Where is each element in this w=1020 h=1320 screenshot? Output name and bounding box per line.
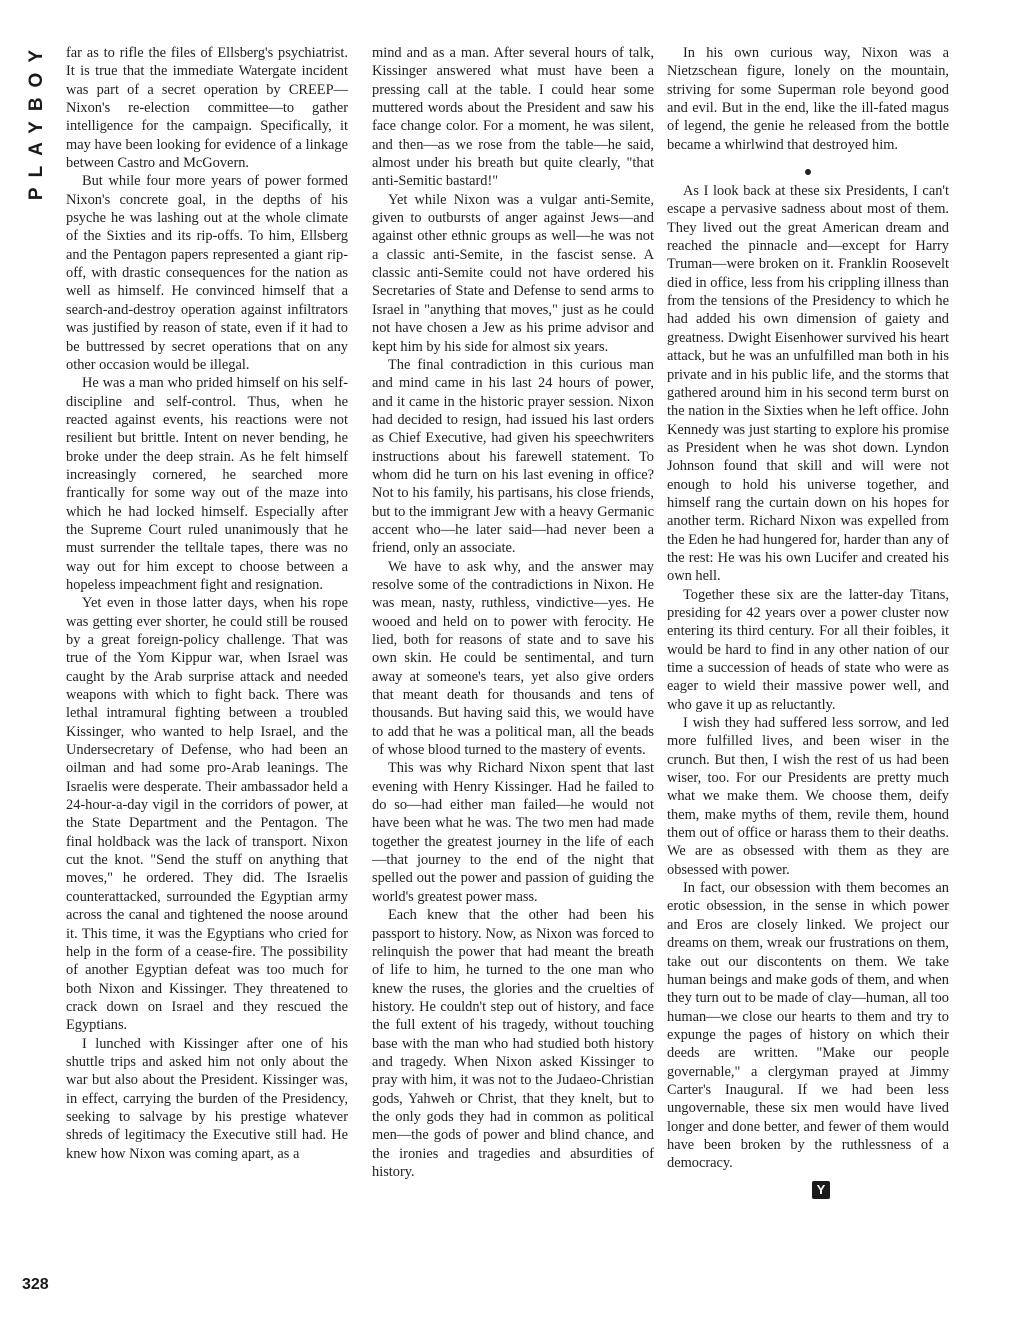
- paragraph: This was why Richard Nixon spent that last evening with Henry Kissinger. Had he failed to do so—had either man failed—he would not have been what he was. The two men had made together the greatest journey in the life of each—that journey to the end of the night that spelled out the power and passion of guiding the world's greatest power mass.: [372, 760, 654, 905]
- paragraph: In his own curious way, Nixon was a Nietzschean figure, lonely on the mountain, striving for some Superman role beyond good and evil. But in the end, like the ill-fated magus of legend, the genie he released from the bottle became a whirlwind that destroyed him.: [667, 45, 949, 153]
- text-column-3: [667, 44, 949, 1199]
- section-separator-dot: [667, 162, 949, 176]
- magazine-masthead: PLAYBOY: [26, 40, 47, 201]
- paragraph: mind and as a man. After several hours of talk, Kissinger answered what must have been a pressing call at the table. I could hear some muttered words about the President and saw his face change color. For a moment, he was silent, and then—as we rose from the table—he said, almost under his breath but quite clearly, "that anti-Semitic bastard!": [372, 45, 654, 190]
- paragraph: far as to rifle the files of Ellsberg's psychiatrist. It is true that the immediate Watergate incident was part of a secret operation by CREEP—Nixon's re-election committee—to gather intelligence for the campaign. Specifically, it may have been looking for evidence of a linkage between Castro and McGovern.: [66, 45, 348, 172]
- paragraph: Yet while Nixon was a vulgar anti-Semite, given to outbursts of anger against Jews—and against other ethnic groups as well—he was not a classic anti-Semite, in the fascist sense. A classic anti-Semite could not have ordered his Secretaries of State and Defense to send arms to Israel in "anything that moves," just as he could not have chosen a Jew as his prime advisor and kept him by his side for almost six years.: [372, 191, 654, 355]
- paragraph: But while four more years of power formed Nixon's concrete goal, in the depths of his psyche he was lashing out at the whole climate of the Sixties and its rip-offs. To him, Ellsberg and the Pentagon papers represented a giant rip-off, with drastic consequences for the nation as well as himself. He convinced himself that a search-and-destroy operation against infiltrators was justified by reason of state, even if it had to be buttressed by secret operations that on any other occasion would be illegal.: [66, 173, 348, 373]
- paragraph: I wish they had suffered less sorrow, and led more fulfilled lives, and been wiser in the crunch. But then, I wish the rest of us had been wiser, too. For our Presidents are pretty much what we make them. We choose them, deify them, make myths of them, revile them, hound them out of office or harass them to their deaths. We are as obsessed with them as they are obsessed with power.: [667, 715, 949, 878]
- page-number: 328: [22, 1276, 49, 1293]
- paragraph: Together these six are the latter-day Titans, presiding for 42 years over a power cluster now entering its third century. For all their foibles, it would be hard to find in any other nation of our time a succession of heads of state who were as eager to wield their massive power well, and who gave it up as reluctantly.: [667, 586, 949, 713]
- paragraph: He was a man who prided himself on his self-discipline and self-control. Thus, when he reacted against events, his reactions were not resilient but brittle. Intent on never bending, he broke under the deep strain. As he felt himself increasingly cornered, he searched more frantically for some way out of the maze into which he had locked himself. Especially after the Supreme Court ruled unanimously that he must surrender the telltale tapes, there was no way out for him except to choose between a hopeless impeachment fight and resignation.: [66, 375, 348, 593]
- paragraph: As I look back at these six Presidents, I can't escape a pervasive sadness about most of them. They lived out the great American dream and reached the pinnacle and—except for Harry Truman—were broken on it. Franklin Roosevelt died in office, less from his crippling illness than from the tensions of the Presidency to which he had added his own dimension of gaiety and greatness. Dwight Eisenhower survived his heart attack, but he was an unfulfilled man both in his private and in his public life, and the storms that gathered around him in his second term burst on the nation in the Sixties when he left office. John Kennedy was just starting to explore his promise as President when he was shot down. Lyndon Johnson found that skill and will were not enough to hold his universe together, and himself rang the curtain down on his hopes for another term. Richard Nixon was expelled from the Eden he had hungered for, harder than any of the rest: He was his own Lucifer and created his own hell.: [667, 183, 949, 585]
- paragraph: We have to ask why, and the answer may resolve some of the contradictions in Nixon. He was mean, nasty, ruthless, vindictive—yes. He wooed and held on to power with ferocity. He lied, both for reasons of state and to save his own skin. He could be sentimental, and turn away at someone's tears, yet also give orders that meant death for thousands and tens of thousands. But having said this, we would have to add that he was a political man, all the beads of whose blood turned to the mastery of events.: [372, 558, 654, 759]
- paragraph: The final contradiction in this curious man and mind came in his last 24 hours of power, and it came in the historic prayer session. Nixon had decided to resign, had issued his last orders as Chief Executive, had given his speechwriters instructions about his farewell statement. To whom did he turn on his last evening in office? Not to his family, his partisans, his close friends, but to the immigrant Jew with a heavy Germanic accent who—he later said—had never been a friend, only an associate.: [372, 356, 654, 557]
- paragraph: I lunched with Kissinger after one of his shuttle trips and asked him not only about the war but also about the President. Kissinger was, in effect, carrying the burden of the Presidency, seeking to salvage by his prestige whatever shreds of legitimacy the Executive still had. He knew how Nixon was coming apart, as a: [66, 1035, 348, 1162]
- paragraph: In fact, our obsession with them becomes an erotic obsession, in the sense in which power and Eros are closely linked. We project our dreams on them, wreak our frustrations on them, take out our discontents on them. We take human beings and make gods of them, and when they turn out to be made of clay—human, all too human—we close our hearts to them and try to expunge the pages of history on which their deeds are written. "Make our people governable," a clergyman prayed at Jimmy Carter's Inaugural. If we had been less ungovernable, these six men would have lived longer and done better, and fewer of them would have been broken by the ruthlessness of a democracy.: [667, 880, 949, 1172]
- paragraph: Yet even in those latter days, when his rope was getting ever shorter, he could still be roused by a great foreign-policy challenge. That was true of the Yom Kippur war, when Israel was caught by the Arab surprise attack and needed weapons with which to fight back. There was lethal intramural fighting between a troubled Kissinger, who wanted to help Israel, and the Undersecretary of Defense, who had been an oilman and had some pro-Arab leanings. The Israelis were desperate. Their ambassador held a 24-hour-a-day vigil in the corridors of power, at the State Department and the Pentagon. The final holdback was the lack of transport. Nixon cut the knot. "Send the stuff on anything that moves," he ordered. They did. The Israelis counterattacked, surrounded the Egyptian army across the canal and tightened the noose around it. This time, it was the Egyptians who cried for help in the form of a cease-fire. The possibility of another Egyptian defeat was too much for both Nixon and Kissinger. They threatened to crack down on Israel and they rescued the Egyptians.: [66, 595, 348, 1034]
- text-column-2: [372, 44, 654, 1181]
- paragraph: Each knew that the other had been his passport to history. Now, as Nixon was forced to relinquish the power that had meant the breath of life to him, he turned to the one man who knew the ruses, the glories and the cruelties of history. He couldn't step out of history, and face the full extent of his tragedy, without touching base with the man who had studied both history and tragedy. When Nixon asked Kissinger to pray with him, it was not to the Judaeo-Christian gods, Yahweh or Christ, that they knelt, but to the only gods they had in common as political men—the gods of power and blind chance, and the ironies and tragedies and absurdities of history.: [372, 907, 654, 1180]
- text-column-1: [66, 44, 348, 1163]
- end-mark-icon: Y: [812, 1181, 830, 1199]
